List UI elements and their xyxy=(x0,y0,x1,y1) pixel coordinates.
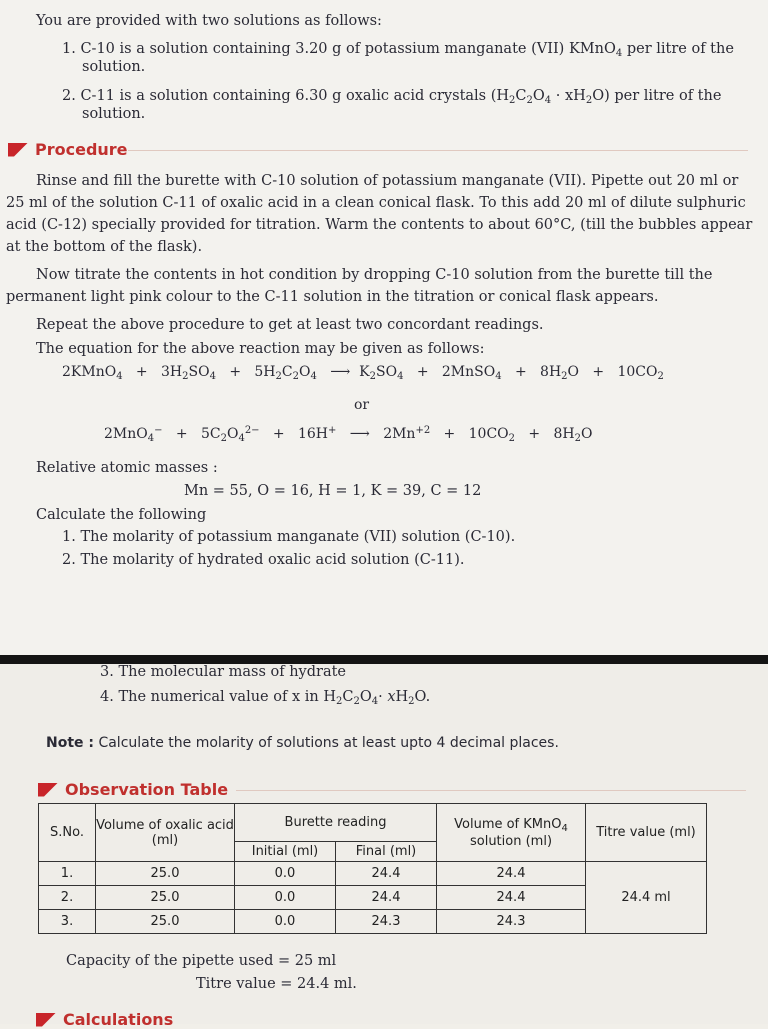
header-sno: S.No. xyxy=(39,804,96,862)
solution-2-line2: solution. xyxy=(82,106,146,122)
procedure-line: acid (C-12) specially provided for titration. Warm the contents to about 60°C, (till the bubbles appear xyxy=(6,217,753,233)
relative-masses: Mn = 55, O = 16, H = 1, K = 39, C = 12 xyxy=(184,483,482,499)
procedure-line: Repeat the above procedure to get at least two concordant readings. xyxy=(36,317,544,333)
header-initial: Initial (ml) xyxy=(235,842,336,862)
heading-flag-icon xyxy=(36,1013,56,1027)
note: Note : Calculate the molarity of solutions at least upto 4 decimal places. xyxy=(46,735,559,751)
equation-molecular: 2KMnO$_4$ + $3H_2SO_4 + 5H_2C_2O_4$ ⟶ $K_2SO_4$ + 2MnSO$_4$ + $8H_2O + 10CO_2$ xyxy=(62,364,664,382)
relative-masses-label: Relative atomic masses : xyxy=(36,460,218,476)
header-final: Final (ml) xyxy=(336,842,437,862)
calc-item: 3. The molecular mass of hydrate xyxy=(100,664,347,680)
solution-2: 2. C-11 is a solution containing 6.30 g oxalic acid crystals $(H_2C_2O_4 \cdot xH_2O)$ per litre of the xyxy=(62,88,722,106)
solution-1: 1. C-10 is a solution containing 3.20 g of potassium manganate (VII) KMnO$_4$ per litre of the xyxy=(62,41,734,59)
procedure-line: 25 ml of the solution C-11 of oxalic acid in a clean conical flask. To this add 20 ml of dilute sulphuric xyxy=(6,195,746,211)
heading-flag-icon xyxy=(8,143,28,157)
header-kmno4: Volume of KMnO$_4$ solution (ml) xyxy=(437,804,586,862)
heading-flag-icon xyxy=(38,783,58,797)
procedure-line: Now titrate the contents in hot condition by dropping C-10 solution from the burette till the xyxy=(36,267,713,283)
header-oxalic: Volume of oxalic acid (ml) xyxy=(96,804,235,862)
procedure-line: at the bottom of the flask). xyxy=(6,239,203,255)
table-row: 1. 25.0 0.0 24.4 24.4 24.4 ml xyxy=(39,862,707,886)
intro-text: You are provided with two solutions as follows: xyxy=(36,13,382,29)
procedure-line: Rinse and fill the burette with C-10 solution of potassium manganate (VII). Pipette out 20 ml or xyxy=(36,173,739,189)
header-titre: Titre value (ml) xyxy=(586,804,707,862)
titre-value-line: Titre value = 24.4 ml. xyxy=(196,976,357,992)
header-burette: Burette reading xyxy=(235,804,437,842)
table-row: 2. 25.0 0.0 24.4 24.4 xyxy=(39,886,707,910)
solution-1-line2: solution. xyxy=(82,59,146,75)
procedure-heading: Procedure xyxy=(8,140,128,159)
calc-item: 4. The numerical value of x in $H_2C_2O_4\cdot xH_2O$. xyxy=(100,689,431,707)
observation-rule xyxy=(236,790,746,791)
equation-or: or xyxy=(354,397,370,413)
observation-heading: Observation Table xyxy=(38,780,228,799)
pipette-capacity: Capacity of the pipette used = 25 ml xyxy=(66,953,337,969)
procedure-line: permanent light pink colour to the C-11 solution in the titration or conical flask appears. xyxy=(6,289,659,305)
calc-item: 2. The molarity of hydrated oxalic acid solution (C-11). xyxy=(62,552,465,568)
calculate-label: Calculate the following xyxy=(36,507,207,523)
procedure-rule xyxy=(128,150,748,151)
table-row: 3. 25.0 0.0 24.3 24.3 xyxy=(39,910,707,934)
equation-ionic: $2MnO_4^- + 5C_2O_4^{2-} + 16H^+$ ⟶ $2Mn^{+2} + 10CO_2 + 8H_2O$ xyxy=(104,425,593,444)
calculations-heading: Calculations xyxy=(36,1010,173,1029)
calc-item: 1. The molarity of potassium manganate (VII) solution (C-10). xyxy=(62,529,516,545)
procedure-line: The equation for the above reaction may be given as follows: xyxy=(36,341,485,357)
observation-table xyxy=(38,803,707,934)
titre-value-cell: 24.4 ml xyxy=(586,862,707,934)
